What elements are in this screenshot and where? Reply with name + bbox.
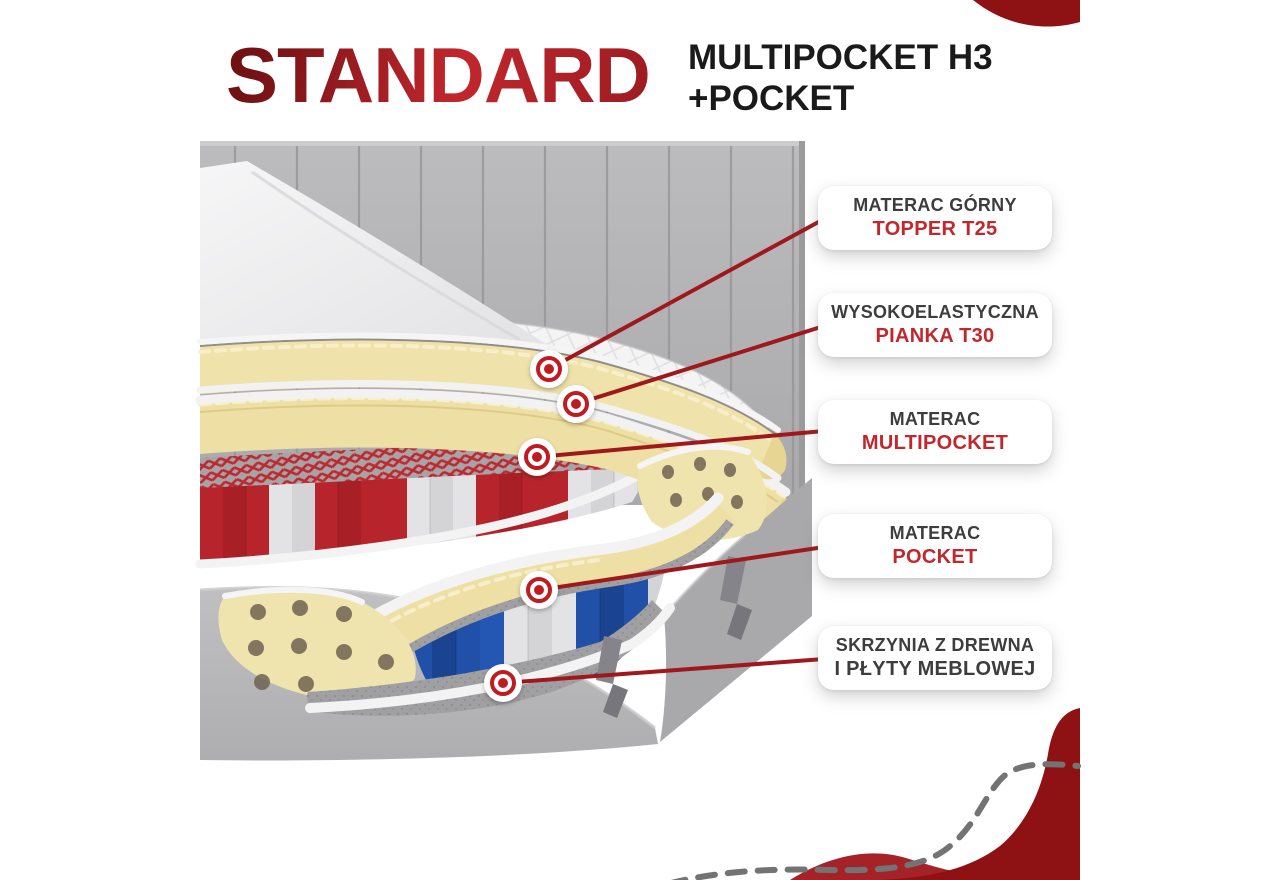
callout-pocket-label: MATERAC [889, 523, 981, 543]
page-title: STANDARD [226, 31, 650, 119]
subtitle-line-1: MULTIPOCKET H3 [688, 38, 993, 77]
callout-box-value: I PŁYTY MEBLOWEJ [834, 658, 1036, 680]
callout-box-label: SKRZYNIA Z DREWNA [835, 635, 1035, 655]
callout-pianka-label: WYSOKOELASTYCZNA [831, 302, 1039, 322]
callout-pianka [818, 293, 1052, 357]
red-blob-top-right [973, 0, 1080, 27]
callout-multipocket [818, 400, 1052, 464]
callout-topper [818, 186, 1052, 250]
callout-topper-value: TOPPER T25 [872, 218, 998, 240]
callout-pocket-value: POCKET [892, 546, 978, 568]
callout-pianka-value: PIANKA T30 [875, 325, 995, 347]
callout-box [818, 626, 1052, 690]
callout-multipocket-label: MATERAC [889, 409, 981, 429]
marker-topper-icon [530, 350, 568, 388]
marker-multipocket-icon [518, 438, 556, 476]
callout-topper-label: MATERAC GÓRNY [853, 195, 1017, 215]
marker-box-icon [484, 664, 522, 702]
marker-pianka-icon [557, 385, 595, 423]
marker-pocket-icon [520, 571, 558, 609]
callout-multipocket-value: MULTIPOCKET [861, 432, 1009, 454]
page-subtitle [688, 37, 993, 119]
subtitle-line-2: +POCKET [688, 79, 855, 118]
callout-pocket [818, 514, 1052, 578]
